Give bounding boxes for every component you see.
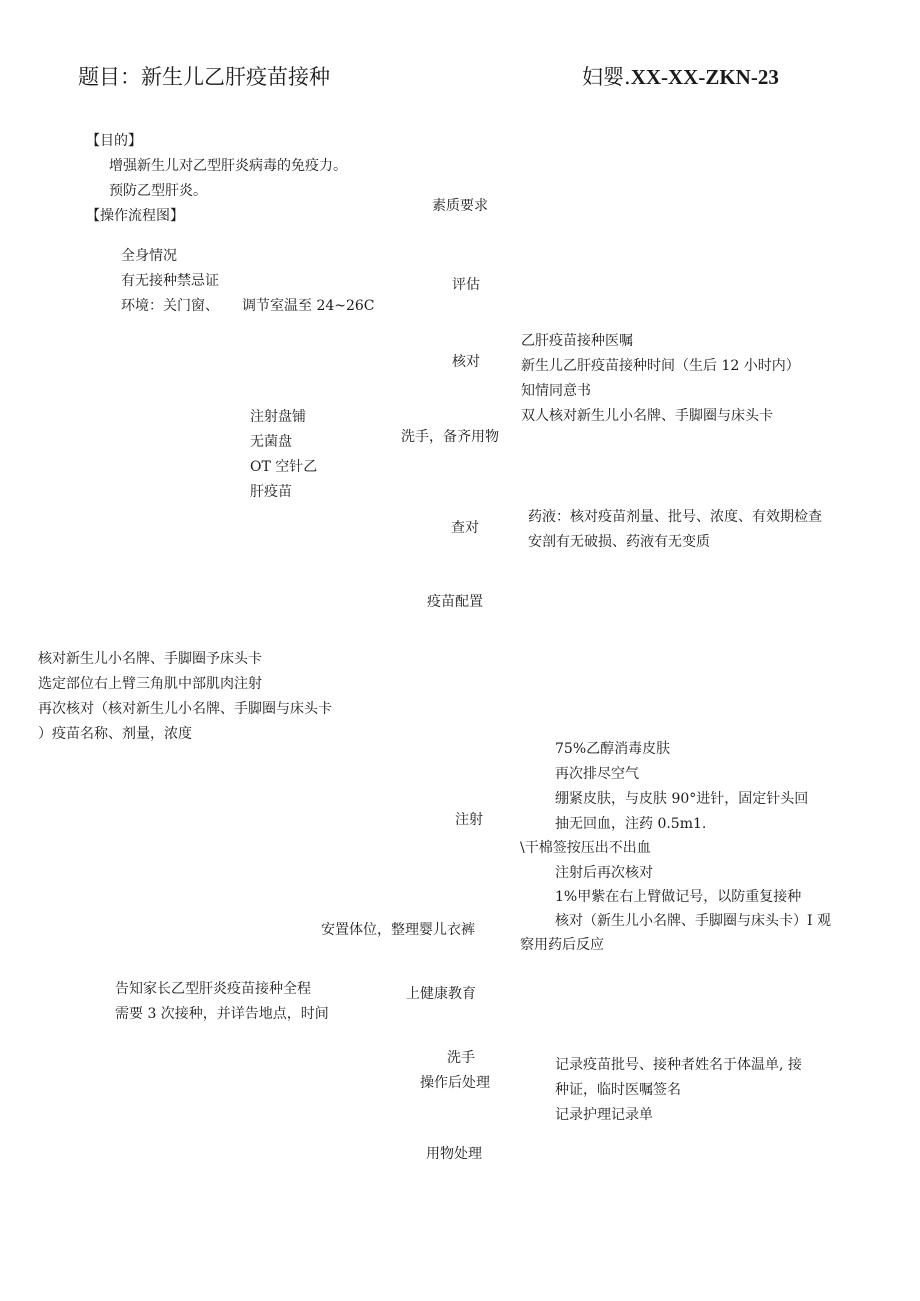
purpose-list <box>109 154 347 204</box>
education-note: 需要 3 次接种，并详告地点，时间 <box>115 1006 329 1022</box>
inject-note: 抽无回血，注药 0.5m1. <box>555 816 707 832</box>
inject-note: 再次排尽空气 <box>555 766 639 782</box>
verify-note: 安剖有无破损、药液有无变质 <box>528 534 710 550</box>
step-vaccine-prep: 疫苗配置 <box>427 594 483 610</box>
inject-note: 核对（新生儿小名牌、手脚圈与床头卡）I 观 <box>555 913 831 929</box>
prep-note: ）疫苗名称、剂量，浓度 <box>38 726 192 742</box>
supply-item: OT 空针乙 <box>250 459 318 475</box>
prep-note: 再次核对（核对新生儿小名牌、手脚圈与床头卡 <box>38 701 332 717</box>
post-note: 记录疫苗批号、接种者姓名于体温单, 接 <box>555 1057 802 1073</box>
document-code-prefix: 妇婴. <box>582 65 631 89</box>
inject-note: 绷紧皮肤，与皮肤 90°进针，固定针头回 <box>555 791 809 807</box>
inject-note: 注射后再次核对 <box>555 865 653 881</box>
step-check: 核对 <box>452 354 480 370</box>
education-notes <box>115 977 329 1027</box>
step-wash: 洗手 <box>447 1050 475 1066</box>
check-note: 知情同意书 <box>521 383 591 399</box>
purpose-line: 增强新生儿对乙型肝炎病毒的免疫力。 <box>109 158 347 174</box>
step-verify: 查对 <box>451 520 479 536</box>
flow-heading: 【操作流程图】 <box>86 208 184 224</box>
purpose-heading: 【目的】 <box>86 133 142 149</box>
supply-item: 注射盘铺 <box>250 409 306 425</box>
document-code-number: XX-XX-ZKN-23 <box>630 65 779 89</box>
step-post-op: 操作后处理 <box>420 1075 490 1091</box>
prep-note: 选定部位右上臂三角肌中部肌肉注射 <box>38 676 262 692</box>
step-education: 上健康教育 <box>406 986 476 1002</box>
step-quality: 素质要求 <box>432 198 488 214</box>
purpose-line: 预防乙型肝炎。 <box>109 183 207 199</box>
document-code <box>582 63 779 91</box>
post-note: 记录护理记录单 <box>555 1107 653 1123</box>
supply-item: 肝疫苗 <box>250 484 292 500</box>
inject-note: 75%乙醇消毒皮肤 <box>555 741 671 757</box>
post-notes <box>555 1053 802 1128</box>
step-assess: 评估 <box>452 277 480 293</box>
prep-notes <box>38 647 332 747</box>
inject-note: \干棉签按压出不出血 <box>520 840 651 856</box>
prep-note: 核对新生儿小名牌、手脚圈予床头卡 <box>38 651 262 667</box>
check-note: 乙肝疫苗接种医嘱 <box>521 333 633 349</box>
check-notes <box>521 329 800 429</box>
education-note: 告知家长乙型肝炎疫苗接种全程 <box>115 981 311 997</box>
inject-note: 察用药后反应 <box>520 937 604 953</box>
step-position: 安置体位，整理婴儿衣裤 <box>321 922 475 938</box>
assess-note: 有无接种禁忌证 <box>121 273 219 289</box>
check-note: 双人核对新生儿小名牌、手脚圈与床头卡 <box>521 408 773 424</box>
inject-note: 1%甲紫在右上臂做记号，以防重复接种 <box>555 889 802 905</box>
assess-note: 调节室温至 24~26C <box>242 298 375 314</box>
check-note: 新生儿乙肝疫苗接种时间（生后 12 小时内） <box>521 358 800 374</box>
verify-notes <box>528 505 822 555</box>
supply-item: 无菌盘 <box>250 434 292 450</box>
assess-note: 全身情况 <box>121 248 177 264</box>
step-disposal: 用物处理 <box>426 1146 482 1162</box>
verify-note: 药液：核对疫苗剂量、批号、浓度、有效期检查 <box>528 509 822 525</box>
page-title: 题目：新生儿乙肝疫苗接种 <box>78 65 330 89</box>
step-wash-prepare: 洗手，备齐用物 <box>401 429 499 445</box>
post-note: 种证，临时医嘱签名 <box>555 1082 681 1098</box>
step-inject: 注射 <box>455 812 483 828</box>
supplies-list <box>250 405 317 505</box>
assess-note: 环境：关门窗、 <box>121 298 219 314</box>
